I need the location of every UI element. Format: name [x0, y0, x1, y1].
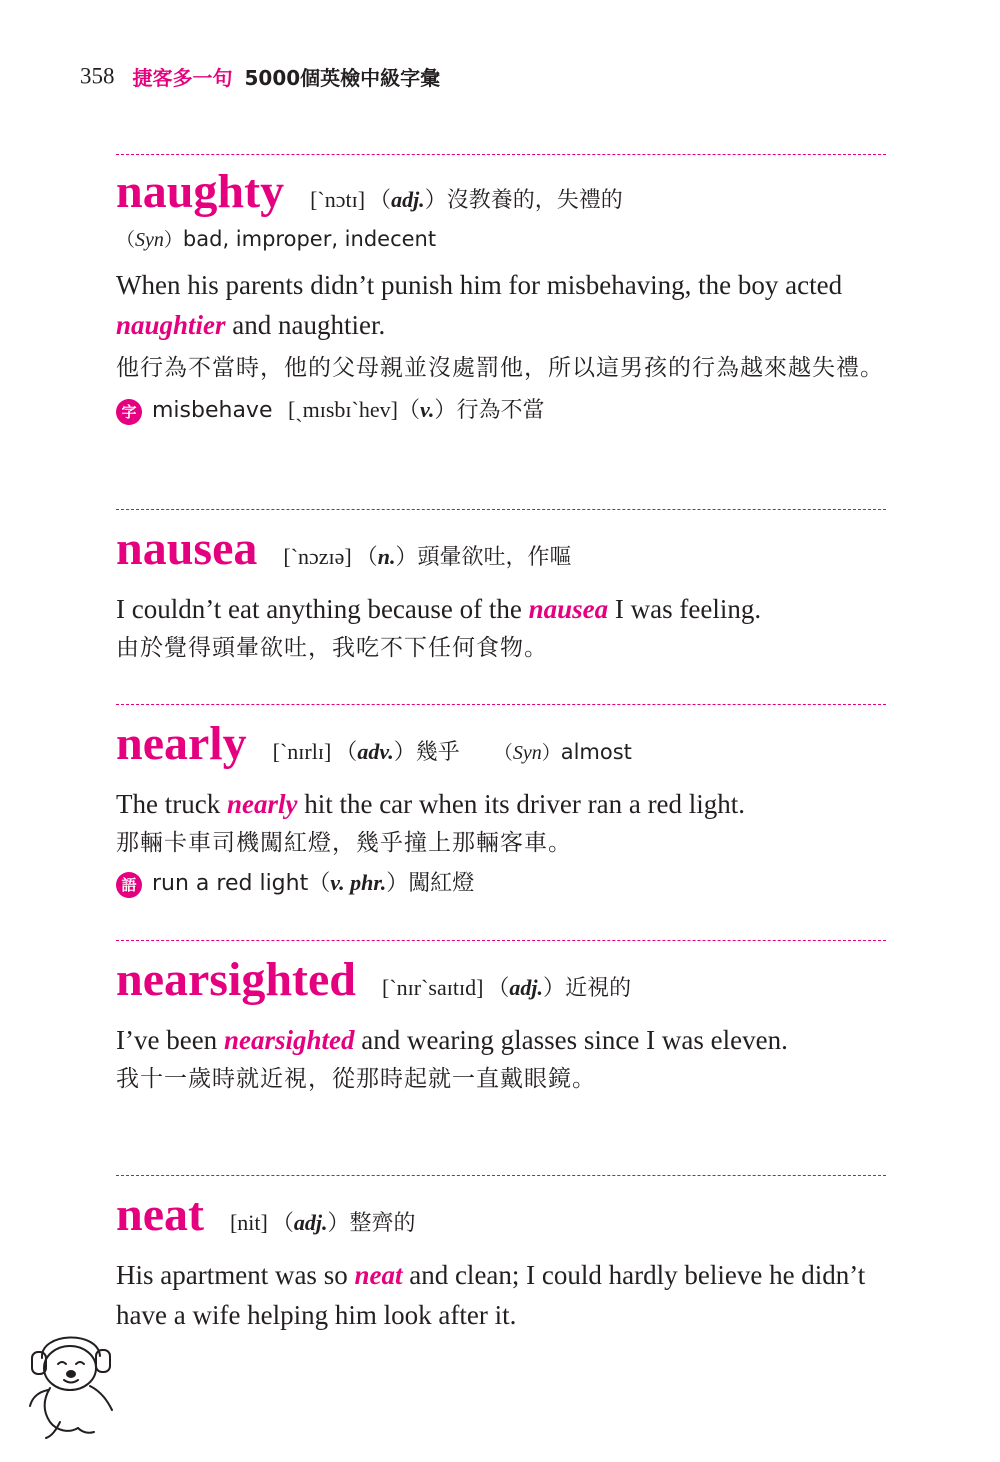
- part-of-speech: adj.: [293, 1210, 328, 1235]
- example-sentence: [116, 1255, 886, 1335]
- sentence-text: The truck: [116, 789, 227, 819]
- sentence-text: I couldn’t eat anything because of the: [116, 594, 529, 624]
- translation: 由於覺得頭暈欲吐，我吃不下任何食物。: [116, 635, 548, 661]
- related-pos: v. phr.: [330, 870, 387, 895]
- synonyms: almost: [560, 740, 632, 764]
- sentence-text: I was feeling.: [608, 594, 762, 624]
- phrase-badge-icon: 語: [116, 872, 142, 898]
- entry-nearly: nearly [ˋnɪrlɪ] （adv.）幾乎 （Syn）almost The truck nearly hit the car when its driver ran a red light. 那輛卡車司機闖紅燈，幾乎撞上那輛客車。 語 run a red light（v. phr.）闖紅燈: [116, 720, 886, 901]
- gloss: 幾乎: [415, 740, 460, 765]
- phonetic: [ˋnɔtɪ]: [310, 187, 366, 212]
- sentence-text: His apartment was so: [116, 1260, 355, 1290]
- related-phonetic: [ˏmɪsbɪˋhev]: [287, 397, 398, 422]
- sentence-text: and clean; I could hardly believe he didn’t have a wife helping him look after it.: [116, 1260, 866, 1330]
- gloss: 整齊的: [349, 1211, 416, 1236]
- highlighted-word: naughtier: [116, 310, 226, 340]
- highlighted-word: nearsighted: [223, 1025, 355, 1055]
- entry-divider: [116, 509, 886, 510]
- phonetic: [ˋnɪrˋsaɪtɪd]: [382, 975, 484, 1000]
- highlighted-word: neat: [354, 1260, 403, 1290]
- highlighted-word: nearly: [226, 789, 298, 819]
- entry-divider: [116, 704, 886, 705]
- entry-divider: [116, 940, 886, 941]
- phonetic: [ˋnɪrlɪ]: [272, 739, 332, 764]
- related-phrase-text: run a red light: [152, 871, 309, 896]
- headword: neat: [116, 1188, 204, 1241]
- headword: nearly: [116, 717, 247, 770]
- related-gloss: 行為不當: [456, 398, 545, 423]
- page-header: [80, 62, 440, 91]
- entry-divider: [116, 1175, 886, 1176]
- word-badge-icon: 字: [116, 399, 142, 425]
- phonetic: [ˋnɔzɪə]: [283, 544, 352, 569]
- headphone-bear-icon: [20, 1318, 120, 1440]
- related-pos: v.: [419, 397, 435, 422]
- part-of-speech: adj.: [391, 187, 425, 212]
- translation: 他行為不當時，他的父母親並沒處罰他，所以這男孩的行為越來越失禮。: [116, 355, 884, 381]
- entry-divider: [116, 154, 886, 155]
- translation: 那輛卡車司機闖紅燈，幾乎撞上那輛客車。: [116, 830, 572, 856]
- sentence-text: I’ve been: [116, 1025, 224, 1055]
- sentence-text: and wearing glasses since I was eleven.: [354, 1025, 788, 1055]
- headword: nearsighted: [116, 953, 356, 1006]
- highlighted-word: nausea: [528, 594, 609, 624]
- phonetic: [nit]: [229, 1210, 268, 1235]
- series-title: 捷客多一句: [132, 66, 233, 90]
- translation: 我十一歲時就近視，從那時起就一直戴眼鏡。: [116, 1066, 596, 1092]
- sentence-text: and naughtier.: [225, 310, 386, 340]
- entry-nausea: nausea [ˋnɔzɪə] （n.）頭暈欲吐，作嘔 I couldn’t eat anything because of the nausea I was feeling. 由於覺得頭暈欲吐，我吃不下任何食物。: [116, 525, 886, 667]
- sentence-text: When his parents didn’t punish him for misbehaving, the boy acted: [116, 270, 843, 300]
- syn-label: Syn: [512, 742, 542, 764]
- example-sentence: [116, 265, 886, 345]
- synonyms: bad, improper, indecent: [182, 227, 437, 251]
- related-gloss: 闖紅燈: [408, 871, 475, 896]
- example-sentence: [116, 1020, 886, 1060]
- related-word: 字 misbehave [ˏmɪsbɪˋhev]（v.）行為不當: [116, 393, 886, 428]
- example-sentence: [116, 589, 886, 629]
- gloss: 近視的: [565, 976, 632, 1001]
- page-number: 358: [80, 63, 115, 89]
- related-word-text: misbehave: [152, 398, 273, 423]
- example-sentence: [116, 784, 886, 824]
- part-of-speech: n.: [377, 544, 396, 569]
- headword: nausea: [116, 522, 258, 575]
- syn-label: Syn: [135, 229, 164, 251]
- related-phrase: 語 run a red light（v. phr.）闖紅燈: [116, 866, 886, 901]
- entry-naughty: naughty [ˋnɔtɪ] （adj.）沒教養的，失禮的 （Syn）bad, improper, indecent When his parents didn’t punish him for misbehaving, the boy acted naughtier and naughtier. 他行為不當時，他的父母親並沒處罰他，所以這男孩的行為越來越失禮。 字 misbehave [ˏmɪsbɪˋhev]（v.）行為不當: [116, 168, 886, 428]
- entry-nearsighted: nearsighted [ˋnɪrˋsaɪtɪd] （adj.）近視的 I’ve been nearsighted and wearing glasses since I was eleven. 我十一歲時就近視，從那時起就一直戴眼鏡。: [116, 956, 886, 1098]
- part-of-speech: adv.: [357, 739, 394, 764]
- headword: naughty: [116, 165, 285, 218]
- book-title: 5000個英檢中級字彙: [244, 66, 441, 90]
- entry-neat: neat [nit] （adj.）整齊的 His apartment was so neat and clean; I could hardly believe he didn’t have a wife helping him look after it.: [116, 1191, 886, 1335]
- gloss: 頭暈欲吐，作嘔: [417, 545, 572, 570]
- part-of-speech: adj.: [509, 975, 544, 1000]
- sentence-text: hit the car when its driver ran a red light.: [297, 789, 746, 819]
- gloss: 沒教養的，失禮的: [446, 188, 623, 213]
- synonyms-line: （Syn）bad, improper, indecent: [116, 227, 437, 251]
